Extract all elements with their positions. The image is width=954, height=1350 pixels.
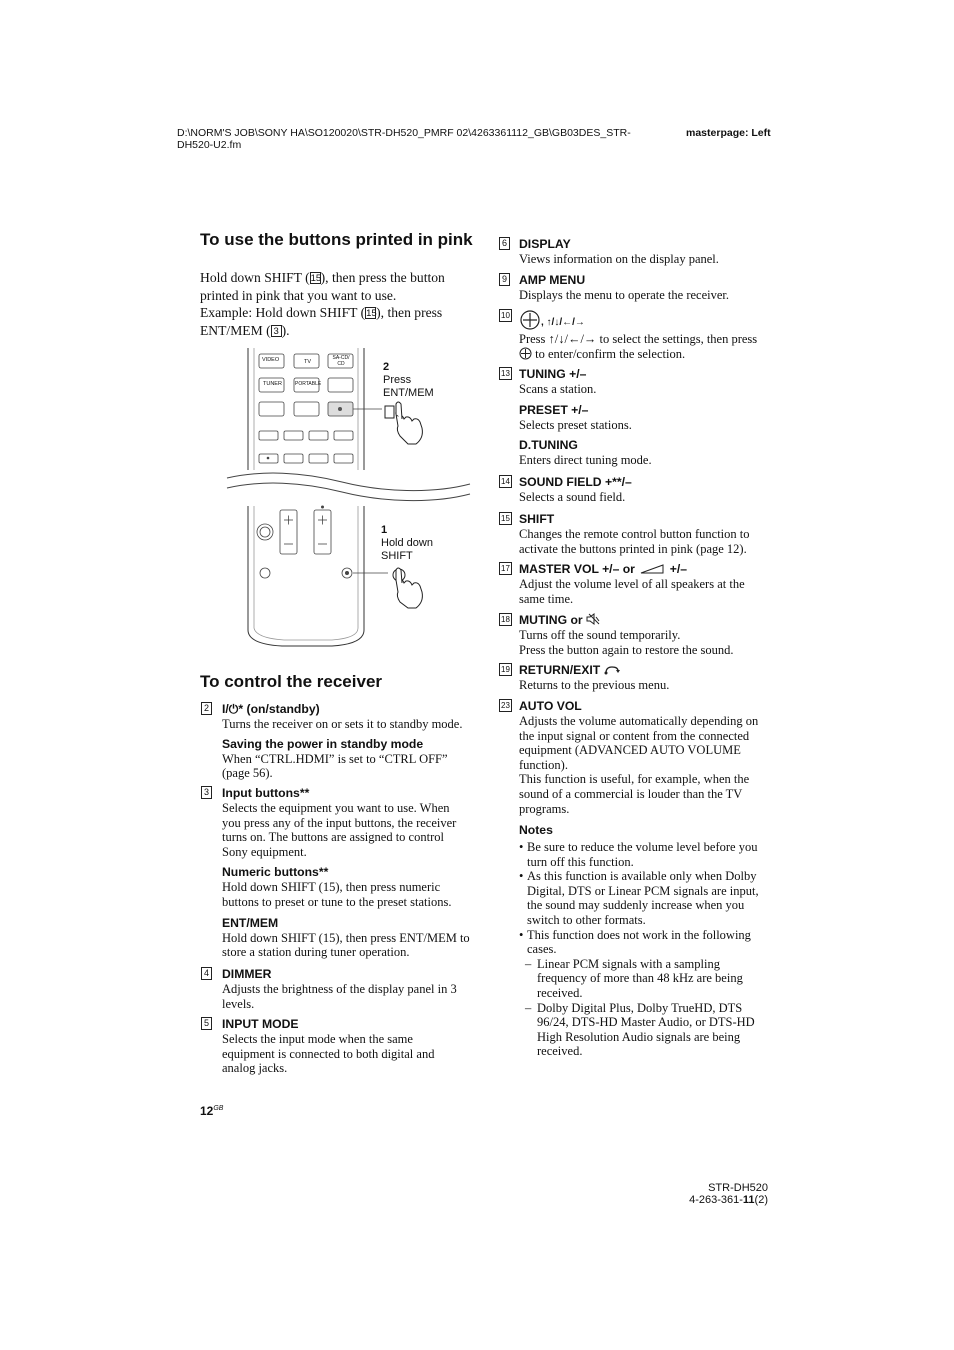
item-muting: MUTING or Turns off the sound temporarily. Press the button again to restore the sound.	[519, 613, 734, 657]
item-label: AMP MENU	[519, 273, 586, 287]
item-tuning: TUNING +/– Scans a station. PRESET +/– Selects preset stations. D.TUNING Enters direct tuning mode.	[519, 367, 769, 468]
item-enter-arrows: , ↑/↓/←/→ Press ↑/↓/←/→ to select the settings, then press to enter/confirm the selection.	[519, 309, 769, 361]
item-number: 13	[499, 367, 512, 380]
item-label: MUTING or	[519, 613, 583, 627]
pink-buttons-example: Example: Hold down SHIFT (15), then press ENT/MEM ( 3 ).	[200, 305, 443, 338]
button-tv-label: TV	[304, 359, 312, 365]
masterpage-label: masterpage: Left	[686, 127, 771, 139]
item-number: 5	[201, 1017, 212, 1030]
button-tuner-label: TUNER	[263, 381, 282, 387]
button-portable-label: PORTABLE	[295, 381, 322, 387]
note-sub-item: – Linear PCM signals with a sampling frequency of more than 48 kHz are being received.	[519, 957, 765, 1001]
button-video-label: VIDEO	[262, 357, 280, 363]
item-label: SOUND FIELD +**/–	[519, 475, 632, 489]
item-auto-vol: AUTO VOL Adjusts the volume automatically depending on the input signal or content from the connected equipment (ADVANCED AUTO VOLUME function). This function is useful, for example, when the sound of a commercial is louder than the TV programs.	[519, 699, 765, 816]
item-number: 19	[499, 663, 512, 676]
item-label: AUTO VOL	[519, 699, 582, 713]
item-amp-menu: AMP MENU Displays the menu to operate the receiver.	[519, 273, 769, 303]
item-input-mode: INPUT MODE Selects the input mode when the same equipment is connected to both digital and analog jacks.	[222, 1017, 462, 1076]
mute-icon	[586, 613, 600, 625]
item-number: 2	[201, 702, 212, 715]
item-number: 17	[499, 562, 512, 575]
item-master-vol: MASTER VOL +/– or +/– Adjust the volume level of all speakers at the same time.	[519, 562, 745, 606]
item-number: 14	[499, 475, 512, 488]
return-arrow-icon	[604, 665, 620, 675]
section-title-control-receiver: To control the receiver	[200, 672, 383, 691]
section-title-pink-buttons: To use the buttons printed in pink	[200, 230, 473, 249]
file-path-line1: D:\NORM'S JOB\SONY HA\SO120020\STR-DH520_PMRF 02\4263361112_GB\GB03DES_STR-	[177, 127, 631, 139]
item-shift: SHIFT Changes the remote control button function to activate the buttons printed in pink (page 12).	[519, 512, 769, 556]
file-path	[177, 127, 677, 151]
sub-label: Numeric buttons**	[222, 865, 329, 880]
sub-label: Saving the power in standby mode	[222, 736, 424, 751]
item-label: I/⏻* (on/standby)	[222, 702, 320, 716]
item-label: PRESET +/–	[519, 402, 589, 417]
ref-number: 15	[366, 308, 377, 319]
item-label: DISPLAY	[519, 237, 571, 251]
callout-hold-shift: 1 Hold down SHIFT	[381, 524, 433, 562]
item-dimmer: DIMMER Adjusts the brightness of the display panel in 3 levels.	[222, 967, 470, 1011]
item-label: INPUT MODE	[222, 1017, 299, 1031]
model-code: STR-DH520 4-263-361-11(2)	[689, 1182, 768, 1206]
volume-wedge-icon	[640, 564, 664, 574]
item-number: 23	[499, 699, 512, 712]
note-sub-item: – Dolby Digital Plus, Dolby TrueHD, DTS 96/24, DTS-HD Master Audio, or DTS-HD High Resolution Audio signals are being received.	[519, 1001, 765, 1059]
ref-number: 3	[271, 325, 282, 337]
item-label: D.TUNING	[519, 438, 578, 453]
item-sound-field: SOUND FIELD +**/– Selects a sound field.	[519, 475, 769, 505]
note-item: • This function does not work in the following cases. – Linear PCM signals with a sampling frequency of more than 48 kHz are being received. – Dolby Digital Plus, Dolby TrueHD, DTS 96/24, DTS-HD Master Audio, or DTS-HD High Resolution Audio signals are being received.	[519, 928, 765, 1059]
item-label: Input buttons**	[222, 786, 310, 800]
pink-buttons-intro: Hold down SHIFT (15), then press the button printed in pink that you want to use.	[200, 270, 445, 303]
item-label: TUNING +/–	[519, 367, 587, 381]
note-item: • As this function is available only when Dolby Digital, DTS or Linear PCM signals are input, the sound may suddenly increase when you switch to other formats.	[519, 869, 765, 927]
item-label: MASTER VOL +/– or	[519, 562, 635, 576]
item-label: SHIFT	[519, 512, 555, 526]
item-power: I/⏻* (on/standby) Turns the receiver on or sets it to standby mode. Saving the power in standby mode When “CTRL.HDMI” is set to “CTRL OFF” (page 56).	[222, 702, 472, 781]
item-number: 3	[201, 786, 212, 799]
enter-button-icon	[519, 309, 541, 331]
item-label: , ↑/↓/←/→	[541, 317, 585, 328]
item-number: 15	[499, 512, 512, 525]
item-label: DIMMER	[222, 967, 272, 981]
item-display: DISPLAY Views information on the display panel.	[519, 237, 769, 267]
file-path-line2: DH520-U2.fm	[177, 139, 242, 151]
notes	[519, 823, 765, 1059]
page-number: $12^{GB}$	[200, 1104, 224, 1118]
enter-button-icon	[519, 347, 532, 360]
ref-number: 15	[310, 273, 322, 284]
button-sacd-label: SA-CD/ CD	[332, 355, 350, 367]
item-input-buttons: Input buttons** Selects the equipment you want to use. When you press any of the input buttons, the receiver turns on. The buttons are assigned to control Sony equipment. Numeric buttons** Hold down SHIFT (15), then press numeric buttons to preset or tune to the preset stations. ENT/MEM Hold down SHIFT (15), then press ENT/MEM to store a station during tuner operation.	[222, 786, 470, 960]
item-number: 4	[201, 967, 212, 980]
item-label: RETURN/EXIT	[519, 663, 601, 677]
notes-title: Notes	[519, 823, 553, 837]
remote-control-diagram	[222, 346, 474, 652]
callout-press-entmem: 2 Press ENT/MEM	[383, 361, 434, 399]
item-return-exit: RETURN/EXIT Returns to the previous menu.	[519, 663, 670, 692]
note-item: • Be sure to reduce the volume level before you turn off this function.	[519, 840, 765, 869]
item-number: 6	[499, 237, 510, 250]
sub-label: ENT/MEM	[222, 915, 279, 930]
item-number: 9	[499, 273, 510, 286]
item-number: 10	[499, 309, 512, 322]
item-number: 18	[499, 613, 512, 626]
